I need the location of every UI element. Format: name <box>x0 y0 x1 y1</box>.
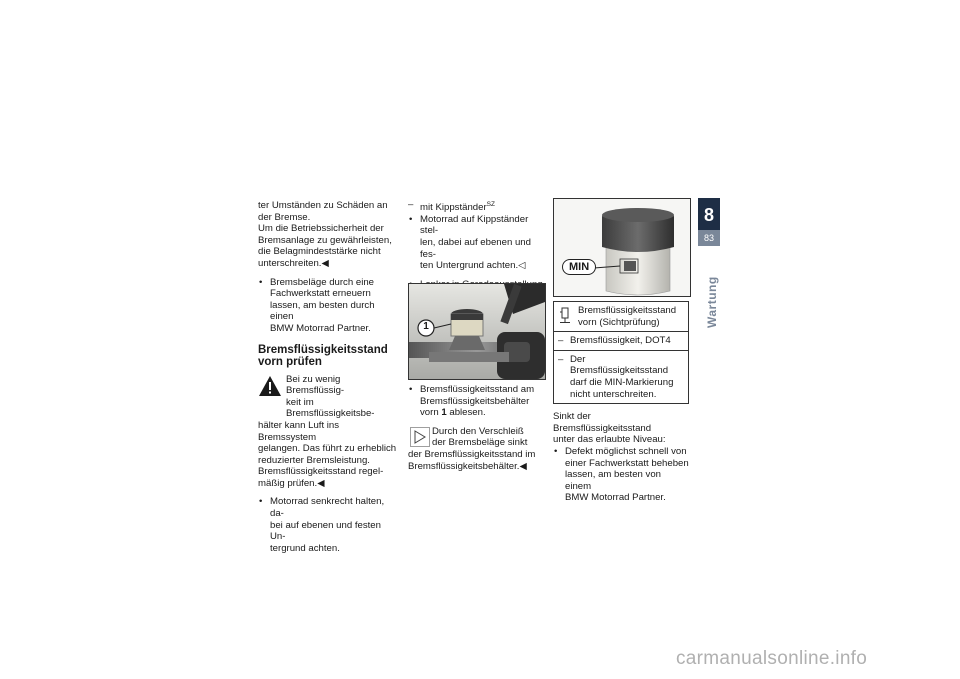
section-heading: Bremsflüssigkeitsstand vorn prüfen <box>258 343 388 369</box>
spec-row: – Bremsflüssigkeit, DOT4 <box>554 331 688 350</box>
reservoir-illustration <box>554 199 690 296</box>
dash-item: – mit Kippständer$^{SZ}$ <box>408 199 546 214</box>
para-line: Sinkt der Bremsflüssigkeitsstand <box>553 411 652 434</box>
bullet-item: • Defekt möglichst schnell von einer Fachwerkstatt beheben lassen, am besten von einem BMW Motorrad Partner. <box>553 446 689 504</box>
column-3 <box>553 301 689 504</box>
bullet-item: • Motorrad auf Kippständer stel- len, dabei auf ebenen und fes- ten Untergrund achten.◁ <box>408 214 546 272</box>
spec-row: – Der Bremsflüssigkeitsstand darf die MIN-Markierung nicht unterschreiten. <box>554 350 688 403</box>
spec-icon <box>559 307 571 325</box>
intro-line: die Belagmindeststärke nicht <box>258 246 381 258</box>
intro-line: ter Umständen zu Schäden an <box>258 200 388 211</box>
chapter-label: Wartung <box>705 276 719 328</box>
page-number: 83 <box>698 230 720 246</box>
reservoir-min-photo <box>553 198 691 297</box>
column-1 <box>258 200 398 554</box>
intro-line: der Bremse. <box>258 211 311 223</box>
column-2-lower <box>408 384 548 472</box>
watermark: carmanualsonline.info <box>676 648 868 669</box>
warning-triangle-icon <box>258 375 282 397</box>
bullet-item: • Bremsflüssigkeitsstand am Bremsflüssigkeitsbehälter vorn 1 ablesen. <box>408 384 548 419</box>
intro-line: unterschreiten.◀ <box>258 257 329 269</box>
spec-table <box>553 301 689 404</box>
bullet-item: • Bremsbeläge durch eine Fachwerkstatt erneuern lassen, am besten durch einen BMW Motorrad Partner. <box>258 277 398 335</box>
note-triangle-icon <box>410 427 430 447</box>
min-callout: MIN <box>562 259 596 275</box>
bullet-item: • Motorrad senkrecht halten, da- bei auf ebenen und festen Un- tergrund achten. <box>258 496 398 554</box>
note-block: Durch den Verschleiß der Bremsbeläge sinkt der Bremsflüssigkeitsstand im Bremsflüssigkeitsbehälter.◀ <box>408 425 536 472</box>
para-line: unter das erlaubte Niveau: <box>553 434 666 446</box>
intro-line: Bremsanlage zu gewährleisten, <box>258 234 392 246</box>
warning-block: Bei zu wenig Bremsflüssig- keit im Bremsflüssigkeitsbe- hälter kann Luft ins Bremssystem gelangen. Das führt zu erheblich reduzierter Bremsleistung. Bremsflüssigkeitsstand regel- mäßig prüfen.◀ <box>258 373 397 489</box>
intro-line: Um die Betriebssicherheit der <box>258 223 384 235</box>
callout-label: 1 <box>423 321 429 332</box>
spec-title-row: Bremsflüssigkeitsstand vorn (Sichtprüfung) <box>554 302 688 331</box>
handlebar-reservoir-photo <box>408 283 546 380</box>
chapter-number: 8 <box>698 198 720 234</box>
